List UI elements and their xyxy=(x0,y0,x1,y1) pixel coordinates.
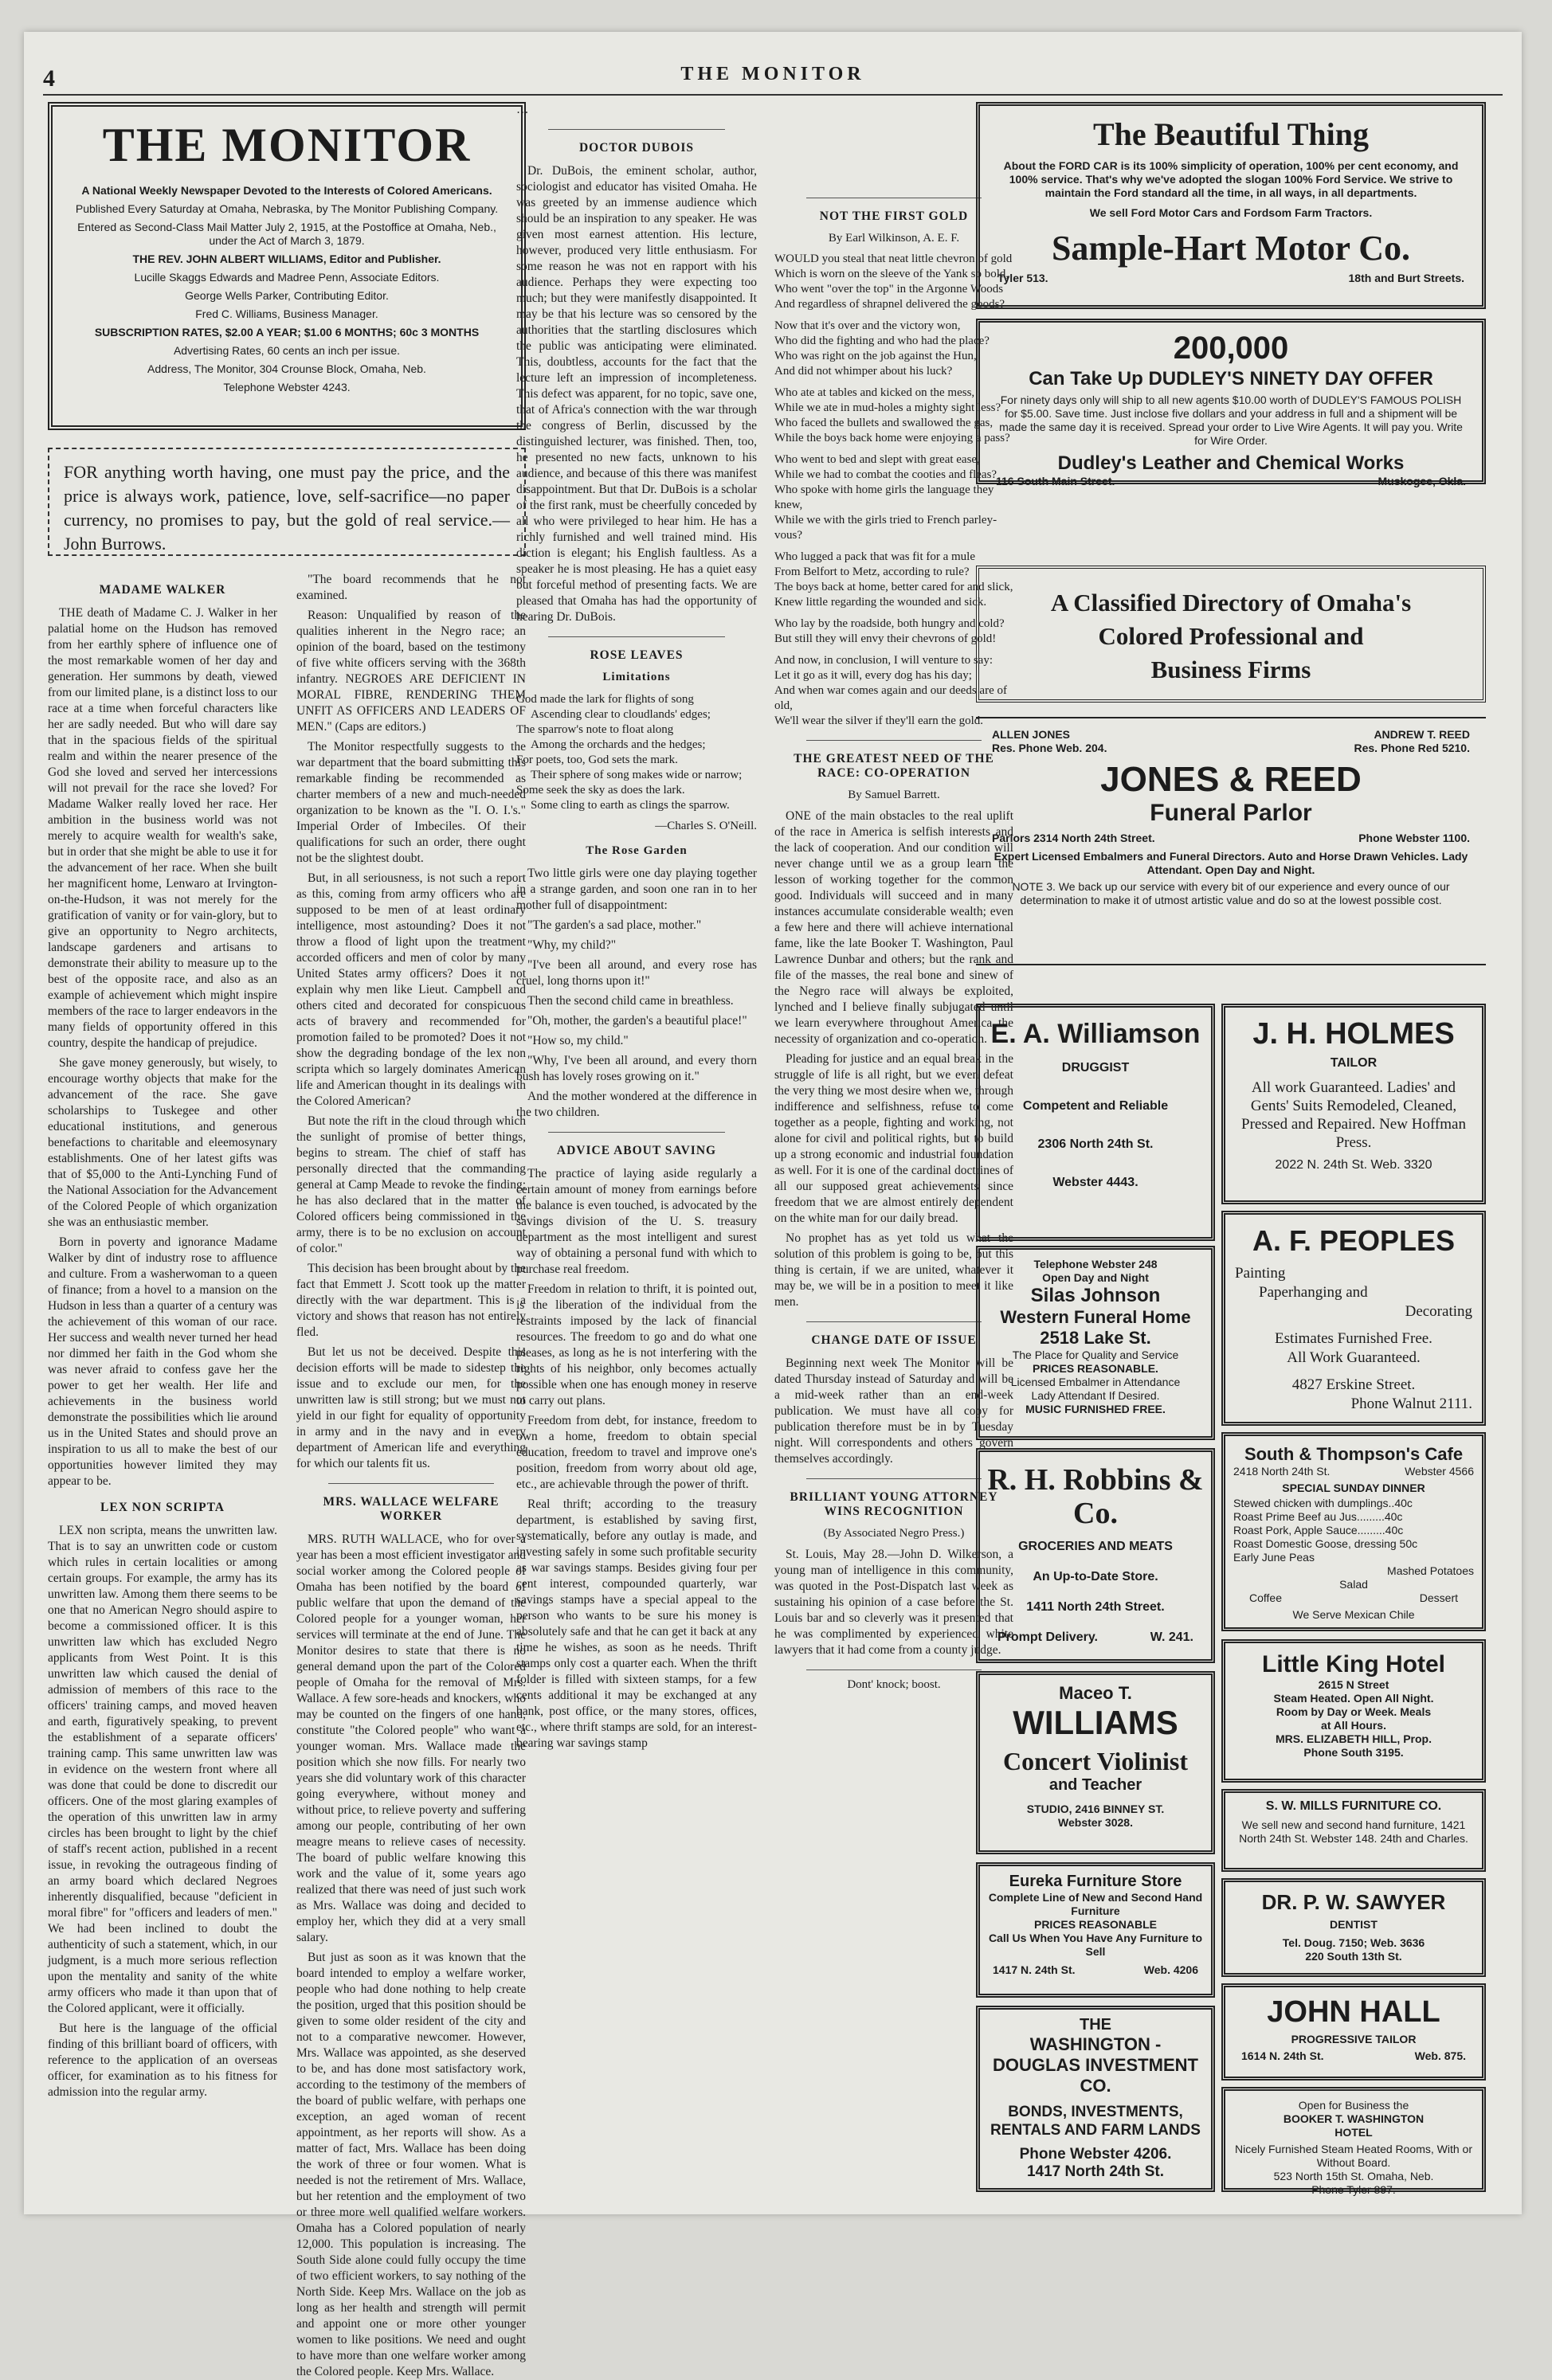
ad-line: Competent and Reliable xyxy=(1022,1099,1169,1113)
poem-line: WOULD you steal that neat little chevron of gold xyxy=(774,252,1013,265)
ad-company-name: JOHN HALL xyxy=(1267,1995,1440,2029)
poem-line: Who lay by the roadside, both hungry and cold? xyxy=(774,617,1005,630)
ad-company-name: R. H. Robbins & Co. xyxy=(987,1463,1204,1530)
ad-line: Paperhanging and xyxy=(1259,1284,1368,1301)
madame-walker-heading: MADAME WALKER xyxy=(99,583,226,597)
editorial-subcolumns xyxy=(48,572,526,2378)
poem-line: Their sphere of song makes wide or narrow; xyxy=(531,769,743,781)
lex-p5: The Monitor respectfully suggests to the war department that the board submitting this remarkable finding be recommended as charter members of a new and much-needed organization to be known as the "I. O. I.'s." Imperial Order of Imbeciles. Of their qualifications for such an order, there ought not be the slightest doubt. xyxy=(296,740,526,865)
ad-line: We Serve Mexican Chile xyxy=(1292,1608,1415,1621)
ad-line: MUSIC FURNISHED FREE. xyxy=(1025,1403,1166,1415)
need-heading: THE GREATEST NEED OF THE RACE: CO-OPERATION xyxy=(794,752,994,780)
ad-address: 1411 North 24th Street. xyxy=(1026,1600,1165,1614)
ad-line: BONDS, INVESTMENTS, RENTALS AND FARM LANDS xyxy=(990,2104,1201,2139)
ad-phone: Telephone Webster 248 xyxy=(1033,1258,1158,1270)
ad-title: Western Funeral Home xyxy=(1000,1307,1191,1327)
lex-p9: But let us not be deceived. Despite this decision efforts will be made to sidestep the issue and to exclude our men, for the unwritten law is still strong; but we must not yield in our fight for equality of opportunity in army and in the navy and in every department of American life and everything for which our talents fit us. xyxy=(296,1345,526,1470)
poem-line: And did not whimper about his luck? xyxy=(774,365,953,378)
dubois-p1: Dr. DuBois, the eminent scholar, author, sociologist and educator has visited Omaha. He was greeted by an immense audience which should be an inspiration to any speaker. He was given most earnest attention. His lecture, however, produced very little enthusiasm. For some reason he was not en rapport with his audience. Perhaps they were expecting too much; but they were manifestly disappointed. It may be that his lecture was so censored by the authorities that the startling disclosures which the public was anticipating were eliminated. This, doubtless, accounts for the fact that the lecture left an impression of incompleteness. This defect was apparent, for no topic, save one, that of Africa's connection with the war through the congress of Berlin, discussed by the distinguished lecturer, was finished. Then, too, he presented no new facts, unknown to his audience, and because of this there was manifest disappointment. But that Dr. DuBois is a scholar of the first rank, must be cheerfully conceded by all who were privileged to hear him. He has a richly furnished and well trained mind. His diction is elegant; his English faultless. As a speaker he is most pleasing. He has a quiet easy but forceful method of presenting facts. We are pleased that Omaha has had the opportunity of hearing Dr. DuBois. xyxy=(516,164,757,624)
ad-prefix: THE xyxy=(1080,2016,1111,2034)
ad-line: PRICES REASONABLE. xyxy=(1033,1362,1158,1375)
saving-p4: Real thrift; according to the treasury department, is established by saving first, systematically, before any outlay is made, and investing safely in some such profitable security as war savings stamps. Besides giving four per cent interest, compounded quarterly, war savings stamps have a special appeal to the person who wants to be sure his money is absolutely safe and that he can get it back at any time he wishes, as soon as he needs. Thrift stamps only cost a quarter each. When the thrift folder is filled with sixteen stamps, for a few cents additional it may be exchanged at any bank, post office, or the many stores, offices, etc., where thrift stamps are sold, for an interest-bearing war savings stamp xyxy=(516,1497,757,1750)
ad-jones-reed xyxy=(976,717,1486,965)
directory-line-3: Business Firms xyxy=(1150,656,1311,683)
ad-address: 18th and Burt Streets. xyxy=(1348,272,1464,284)
poem-line: Among the orchards and the hedges; xyxy=(531,738,706,751)
ad-line: All Work Guaranteed. xyxy=(1287,1349,1421,1366)
masthead-rates: SUBSCRIPTION RATES, $2.00 A YEAR; $1.00 6 MONTHS; 60c 3 MONTHS xyxy=(94,326,480,339)
ad-company-name: South & Thompson's Cafe xyxy=(1244,1444,1464,1464)
poem-line: Who faced the bullets and swallowed the gas, xyxy=(774,417,994,429)
rose-garden-p5: Then the second child came in breathless. xyxy=(527,994,734,1008)
ad-line: Lady Attendant If Desired. xyxy=(1031,1389,1160,1402)
masthead-associates: Lucille Skaggs Edwards and Madree Penn, Associate Editors. xyxy=(134,271,440,284)
attorney-heading: BRILLIANT YOUNG ATTORNEY WINS RECOGNITION xyxy=(790,1490,998,1518)
ad-phone: Webster 3028. xyxy=(1058,1816,1133,1829)
rose-garden-p9: And the mother wondered at the difference in the two children. xyxy=(516,1090,757,1119)
divider xyxy=(548,1132,725,1133)
masthead-contributing: George Wells Parker, Contributing Editor. xyxy=(185,289,389,302)
masthead xyxy=(48,102,526,430)
ad-line: PRICES REASONABLE xyxy=(1033,1918,1158,1931)
ad-address: 2022 N. 24th St. Web. 3320 xyxy=(1275,1158,1432,1172)
poem-line: God made the lark for flights of song xyxy=(516,693,694,706)
ad-company-name: S. W. MILLS FURNITURE CO. xyxy=(1265,1799,1442,1813)
ad-address: 4827 Erskine Street. xyxy=(1291,1376,1416,1393)
page-number: 4 xyxy=(43,65,55,92)
attorney-p1: St. Louis, May 28.—John D. Wilkerson, a young man of intelligence in this community, was quoted in the Post-Dispatch last week as sustaining his opinion of a case before the St. Louis bar and so cleverly was it presented that he was complimented by experienced white lawyers that it had come from a county judge. xyxy=(774,1548,1013,1657)
ad-williamson xyxy=(976,1004,1215,1241)
masthead-telephone: Telephone Webster 4243. xyxy=(223,381,351,393)
ad-line: Open for Business the xyxy=(1298,2099,1409,2112)
poem-line: And now, in conclusion, I will venture to say: xyxy=(774,654,993,667)
poem-line: Now that it's over and the victory won, xyxy=(774,319,961,332)
poem-signature: —Charles S. O'Neill. xyxy=(655,820,757,832)
ad-address: 1614 N. 24th St. xyxy=(1241,2049,1324,2062)
ad-line: SPECIAL SUNDAY DINNER xyxy=(1282,1482,1425,1494)
ad-title: Concert Violinist xyxy=(1003,1747,1188,1775)
ad-line: An Up-to-Date Store. xyxy=(1033,1570,1158,1583)
poem-line: Let it go as it will, every dog has his day; xyxy=(774,669,972,682)
ad-phone: Phone Webster 4206. xyxy=(1019,2146,1172,2163)
ad-body: Expert Licensed Embalmers and Funeral Directors. Auto and Horse Drawn Vehicles. Lady Attendant. Open Day and Night. xyxy=(994,850,1468,876)
ad-company-name: Dudley's Leather and Chemical Works xyxy=(1057,452,1405,474)
ad-line: Open Day and Night xyxy=(1042,1271,1149,1284)
ad-mills-furniture xyxy=(1221,1789,1486,1872)
poem-line: For poets, too, God sets the mark. xyxy=(516,754,678,766)
poem-line: The sparrow's note to float along xyxy=(516,723,674,736)
gold-byline: By Earl Wilkinson, A. E. F. xyxy=(828,232,960,245)
saving-heading: ADVICE ABOUT SAVING xyxy=(556,1144,717,1157)
divider xyxy=(328,1483,494,1484)
ad-address: 2418 North 24th St. xyxy=(1233,1465,1331,1478)
masthead-advertising: Advertising Rates, 60 cents an inch per issue. xyxy=(173,344,401,357)
menu-item: Roast Prime Beef au Jus.........40c xyxy=(1233,1510,1403,1523)
ad-silas-johnson xyxy=(976,1246,1215,1440)
rose-garden-p8: "Why, I've been all around, and every thorn bush has lovely roses growing on it." xyxy=(516,1054,757,1083)
ad-phone: Phone South 3195. xyxy=(1303,1746,1404,1759)
ad-subheadline: Funeral Parlor xyxy=(1150,800,1312,826)
rose-garden-p3: "Why, my child?" xyxy=(527,938,617,952)
poem-line: Who went to bed and slept with great ease, xyxy=(774,453,980,466)
masthead-manager: Fred C. Williams, Business Manager. xyxy=(195,307,378,320)
subcolumn-right xyxy=(296,572,526,2378)
ad-line: Prompt Delivery. xyxy=(997,1630,1098,1644)
lex-p7: But note the rift in the cloud through which the sunlight of promise of better things, begins to stream. The chief of staff has personally directed that the commanding general at Camp Meade to revoke the finding; he has also declared that in the matter of Colored officers being commissioned in the army, there is to be no exclusion on account of color." xyxy=(296,1114,526,1255)
ad-body: For ninety days only will ship to all new agents $10.00 worth of DUDLEY'S FAMOUS POLISH for $5.00. Save time. Just inclose five dollars and your address in full and a shipment will be made the same day it is received. Spread your order to Live Wire Agents. It will pay you. Write for Wire Order. xyxy=(999,393,1463,447)
ad-phone: Tyler 513. xyxy=(997,272,1048,284)
rose-garden-p1: Two little girls were one day playing together in a strange garden, and soon one ran in to her mother full of disappointment: xyxy=(516,867,757,912)
divider xyxy=(548,129,725,130)
ad-headline: The Beautiful Thing xyxy=(1092,116,1370,152)
lex-p3: "The board recommends that he not examined. xyxy=(296,573,526,602)
ad-address: 116 South Main Street. xyxy=(996,475,1115,487)
ad-line: Mashed Potatoes xyxy=(1387,1564,1474,1577)
ad-address: 2615 N Street xyxy=(1318,1678,1389,1691)
menu-item: Roast Pork, Apple Sauce.........40c xyxy=(1233,1524,1404,1536)
ad-address: Parlors 2314 North 24th Street. xyxy=(992,832,1155,844)
header-rule xyxy=(43,94,1503,96)
rose-garden-heading: The Rose Garden xyxy=(586,844,688,857)
divider xyxy=(548,636,725,637)
ad-directory xyxy=(976,566,1486,703)
poem-line: Some cling to earth as clings the sparrow. xyxy=(531,799,730,812)
masthead-editor: THE REV. JOHN ALBERT WILLIAMS, Editor and Publisher. xyxy=(132,252,441,265)
ad-phone: Webster 4566 xyxy=(1405,1465,1474,1478)
running-title: THE MONITOR xyxy=(680,64,865,84)
masthead-tagline: A National Weekly Newspaper Devoted to the Interests of Colored Americans. xyxy=(81,184,492,197)
change-date-heading: CHANGE DATE OF ISSUE xyxy=(811,1333,977,1347)
attorney-byline: (By Associated Negro Press.) xyxy=(823,1527,965,1540)
ad-phone: Webster 4443. xyxy=(1052,1176,1139,1189)
need-byline: By Samuel Barrett. xyxy=(848,789,940,801)
ad-first-name: Maceo T. xyxy=(1059,1683,1132,1703)
madame-walker-p1: THE death of Madame C. J. Walker in her palatial home on the Hudson has removed from her earthly sphere of influence one of the most remarkable women of her day and generation. Her summons by death, viewed from our limited plane, is a distinct loss to our race at a time when forceful characters like her are sadly needed. But who will dare say that in the spacious fields of the spiritual realm and within the nearer presence of the God she loved and served her intercessions will not prevail for the race she loved? For Madame Walker really loved her race. Her ambition in the business world was not merely to acquire wealth for wealth's sake, but in order that she might be able to use it for the advancement of her race. When she built her magnificent home, Lenwaro at Irvington-on-the-Hudson, it was not merely for the gratification of vanity or for vain-glory, but to give an opportunity to Negro architects, landscape gardeners and artisans to demonstrate their ability to measure up to the best of the opposite race, and also as an example of achievement which might inspire members of the race to larger endeavors in the many fields of opportunity offered in this country, despite the handicap of prejudice. xyxy=(48,606,277,1050)
ad-company-name: Little King Hotel xyxy=(1262,1651,1445,1677)
ad-line: Room by Day or Week. Meals xyxy=(1276,1705,1432,1718)
rose-garden-p4: "I've been all around, and every rose has cruel, long thorns upon it!" xyxy=(516,958,757,988)
ad-company-name: DR. P. W. SAWYER xyxy=(1261,1890,1446,1914)
poem-line: Who ate at tables and kicked on the mess, xyxy=(774,386,975,399)
wallace-heading: MRS. WALLACE WELFARE WORKER xyxy=(323,1495,500,1523)
poem-line: Who went "over the top" in the Argonne Woods xyxy=(774,283,1004,296)
ad-line: Call Us When You Have Any Furniture to Sell xyxy=(988,1932,1203,1958)
ad-dudley xyxy=(976,319,1486,487)
rose-garden-p2: "The garden's a sad place, mother." xyxy=(527,918,702,932)
ad-phone: Web. 875. xyxy=(1414,2049,1466,2062)
ad-line: We sell Ford Motor Cars and Fordsom Farm Tractors. xyxy=(1089,206,1373,219)
poem-line: Knew little regarding the wounded and sick. xyxy=(774,596,987,609)
column-ads xyxy=(976,102,1486,2196)
divider xyxy=(806,1478,982,1479)
poem-line: Which is worn on the sleeve of the Yank so bold, xyxy=(774,268,1009,280)
ad-address: 523 North 15th St. Omaha, Neb. xyxy=(1273,2170,1434,2182)
directory-line-1: A Classified Directory of Omaha's xyxy=(1050,589,1412,617)
ad-company-name: A. F. PEOPLES xyxy=(1252,1224,1456,1257)
ad-line: Estimates Furnished Free. xyxy=(1275,1330,1432,1347)
subcolumn-left xyxy=(48,572,277,2174)
masthead-published: Published Every Saturday at Omaha, Nebraska, by The Monitor Publishing Company. xyxy=(75,202,499,215)
ad-address: 1417 N. 24th St. xyxy=(993,1963,1076,1976)
limitations-heading: Limitations xyxy=(602,671,671,683)
poem-line: Who lugged a pack that was fit for a mule xyxy=(774,550,975,563)
ad-address: STUDIO, 2416 BINNEY ST. xyxy=(1026,1803,1165,1815)
masthead-title: THE MONITOR xyxy=(102,119,472,171)
rose-leaves-heading: ROSE LEAVES xyxy=(590,648,684,662)
change-date-p1: Beginning next week The Monitor will be dated Thursday instead of Saturday and will be a mid-week rather than an end-week publication. We must have all copy for publication therefore must be in by Tuesday night. Will correspondents and others govern themselves accordingly. xyxy=(774,1356,1013,1466)
ad-company-name: BOOKER T. WASHINGTON xyxy=(1283,2112,1425,2125)
lex-heading: LEX NON SCRIPTA xyxy=(100,1501,225,1514)
ad-title: DENTIST xyxy=(1330,1918,1378,1931)
need-p2: Pleading for justice and an equal break in the struggle of life is all right, but we even defeat the very thing we most desire when we, through indifference and selfishness, refuse to come together as a people, fighting and working, not alone for civil and political rights, but to build up a strong economic and industrial foundation as well. For it is one of the cardinal doctrines of all our supposed great achievements since freedom that we are almost entirely dependent on the white man for our daily bread. xyxy=(774,1052,1013,1225)
ad-line: MRS. ELIZABETH HILL, Prop. xyxy=(1276,1732,1432,1745)
dubois-heading: DOCTOR DUBOIS xyxy=(578,141,695,155)
limitations-poem xyxy=(516,692,757,813)
ad-title: TAILOR xyxy=(1330,1056,1378,1070)
ad-line: Nicely Furnished Steam Heated Rooms, With or Without Board. xyxy=(1235,2143,1472,2169)
ad-line: Dessert xyxy=(1419,1591,1458,1604)
ad-title: GROCERIES AND MEATS xyxy=(1018,1540,1173,1553)
lex-p4: Reason: Unqualified by reason of the qualities inherent in the Negro race; an opinion of the board, based on the testimony of five white officers serving with the 368th infantry. NEGROES ARE DEFICIENT IN MORAL FIBRE, RENDERING THEM UNFIT AS OFFICERS AND LEADERS OF MEN." (Caps are editors.) xyxy=(296,609,526,734)
wallace-p2-cont: … xyxy=(516,103,529,116)
divider xyxy=(806,1321,982,1322)
poem-line: We'll wear the silver if they'll earn the gold. xyxy=(774,714,984,727)
ad-booker-hotel xyxy=(1221,2087,1486,2196)
ad-headline: 200,000 xyxy=(1173,331,1289,366)
ad-body: About the FORD CAR is its 100% simplicity of operation, 100% per cent economy, and 100% service. That's why we've adopted the slogan 100% Ford Service. We strive to maintain the Ford standard all the time, in all ways, in all departments. xyxy=(1003,159,1459,199)
ad-sawyer xyxy=(1221,1878,1486,1977)
ad-line: Painting xyxy=(1235,1265,1286,1282)
ad-phone: Phone Walnut 2111. xyxy=(1350,1396,1472,1412)
directory-line-2: Colored Professional and xyxy=(1098,622,1364,650)
need-p1: ONE of the main obstacles to the real uplift of the race in America is selfish interests and the lack of cooperation. And our condition will never change until we as a group learn the lesson of working together for the common good. Individuals will succeed and in many instances accumulate considerable wealth; even a few here and there will achieve international fame, like the late Booker T. Washington, Paul Lawrence Dunbar and others; but the rank and file of the masses, the real bone and sinew of the Negro race will always be exploited, lynched and I believe finally subjugated until we learn everywhere throughout America the necessity of organization and co-operation. xyxy=(774,809,1013,1046)
saving-p1: The practice of laying aside regularly a certain amount of money from earnings before the balance is even touched, is advocated by the savings division of the U. S. treasury department as the most intelligent and surest way of obtaining a personal fund with which to purchase real freedom. xyxy=(516,1167,757,1276)
ad-sample-hart xyxy=(976,102,1486,309)
ad-holmes xyxy=(1221,1004,1486,1204)
masthead-entered: Entered as Second-Class Mail Matter July 2, 1915, at the Postoffice at Omaha, Neb., under the Act of March 3, 1879. xyxy=(77,221,496,247)
quote-box: FOR anything worth having, one must pay the price, and the price is always work, patience, love, self-sacrifice—no paper currency, no promises to pay, but the gold of real service.—John Burrows. xyxy=(48,448,526,556)
ad-line: Early June Peas xyxy=(1233,1551,1315,1564)
poem-line: And regardless of shrapnel delivered the goods? xyxy=(774,298,1005,311)
ad-phone: Tel. Doug. 7150; Web. 3636 xyxy=(1282,1936,1425,1949)
ad-line: at All Hours. xyxy=(1321,1719,1386,1732)
wallace-p2: But just as soon as it was known that the board intended to employ a welfare worker, people who had done nothing to help create the position, urged that this position should be given to some older resident of the city and not to a comparative newcomer. However, Mrs. Wallace was appointed, as she deserved to be, and has done most satisfactory work, according to the testimony of the members of the board of public welfare, with perhaps one exception, an aged woman of recent appointment, as her reports will show. As a matter of fact, Mrs. Wallace has been doing the work of three or four women. What is needed is not the retirement of Mrs. Wallace, but her retention and the employment of two or three more well qualified welfare workers. Omaha has a Colored population of nearly 12,000. This population is increasing. The South Side alone could fully occupy the time of two efficient workers, to say nothing of the North Side. Keep Mrs. Wallace on the job as long as her health and strength will permit and appoint one or more other younger women to like positions. We need and ought to have more than one welfare worker among the Colored people. Keep Mrs. Wallace. xyxy=(296,1951,526,2378)
need-p3: No prophet has as yet told us what the solution of this problem is going to be, but this thing is certain, if we are united, whatever it may be, we will be in a position to meet it like men. xyxy=(774,1231,1013,1309)
ad-phone: W. 241. xyxy=(1150,1630,1193,1644)
ad-company-name: Silas Johnson xyxy=(1030,1285,1161,1306)
wallace-p1: MRS. RUTH WALLACE, who for over a year has been a most efficient investigator and social worker among the Colored people of Omaha has been notified by the board of public welfare that upon the demand of the Colored people for a younger woman, her services will terminate at the end of June. The Monitor desires to state that there is no general demand upon the part of the Colored people of Omaha for the removal of Mrs. Wallace. A few sore-heads and knockers, who may be counted on the fingers of one hand, constitute "the Colored people" who want a younger woman. Mrs. Wallace made the position which she now fills. For nearly two years she did voluntary work of this character going everywhere, without money and without price, to relieve poverty and suffering among our people, contributing of her own meagre means to relieve cases of necessity. The board of public welfare knowing this work and the value of it, some years ago realized that there was need of just such work as Mrs. Wallace was doing and decided to employ her, which they did at a very small salary. xyxy=(296,1533,526,1944)
menu-item: Roast Domestic Goose, dressing 50c xyxy=(1233,1537,1418,1550)
ad-line: Coffee xyxy=(1249,1591,1282,1604)
ad-right-phone: Res. Phone Red 5210. xyxy=(1354,742,1470,754)
poem-line: While we ate in mud-holes a mighty sight less? xyxy=(774,401,1001,414)
poem-line: Some seek the sky as does the lark. xyxy=(516,784,685,797)
ad-subheadline: Can Take Up DUDLEY'S NINETY DAY OFFER xyxy=(1029,368,1433,389)
ad-line: Decorating xyxy=(1405,1303,1472,1320)
ad-company-name: JONES & REED xyxy=(1100,760,1362,799)
column-editorial xyxy=(48,102,526,2378)
poem-line: The boys back at home, better cared for and slick, xyxy=(774,581,1013,593)
poem-line: While we had to combat the cooties and fleas? xyxy=(774,468,997,481)
ad-peoples xyxy=(1221,1211,1486,1426)
ad-john-hall xyxy=(1221,1983,1486,2081)
saving-p3: Freedom from debt, for instance, freedom to own a home, freedom to obtain special education, freedom to travel and improve one's position, freedom from worry about old age, etc., are achievable through the power of thrift. xyxy=(516,1414,757,1491)
ad-right-name: ANDREW T. REED xyxy=(1374,728,1470,741)
ad-company-name: E. A. Williamson xyxy=(990,1019,1201,1049)
ad-left-name: ALLEN JONES xyxy=(992,728,1071,741)
ad-phone: Web. 4206 xyxy=(1143,1963,1198,1976)
ad-line: Complete Line of New and Second Hand Furniture xyxy=(988,1891,1203,1917)
poem-line: While the boys back home were enjoying a pass? xyxy=(774,432,1010,444)
ad-phone: Phone Webster 1100. xyxy=(1358,832,1470,844)
poem-line: And when war comes again and our deeds are of old, xyxy=(774,684,1007,712)
rose-garden-p7: "How so, my child." xyxy=(527,1034,629,1047)
ad-address: 1417 North 24th St. xyxy=(1026,2163,1165,2180)
poem-line: But still they will envy their chevrons of gold! xyxy=(774,632,997,645)
madame-walker-p2: She gave money generously, but wisely, to encourage worthy objects that make for the advancement of the race. She gave scholarships to Tuskegee and other educational institutions, and generous benefactions to charitable and eleemosynary establishments. One of her latest gifts was that of $5,000 to the Anti-Lynching Fund of the National Association for the Advancement of the Colored People of which organization she was an enthusiastic member. xyxy=(48,1056,277,1229)
lex-p1: LEX non scripta, means the unwritten law. That is to say an unwritten code or custom which rules in certain localities or among certain groups. For example, the army has its unwritten law. Among them there seems to be one that no American Negro should aspire to become a commissioned officer. It is this unwritten law which has excluded Negro applicants from West Point. It is this unwritten law which caused the denial of admission of members of this race to the officers' training camps, and moved heaven and earth, figuratively speaking, to prevent the establishment of a separate officers' training camp. This same unwritten law was in evidence on the western front where all was done that could be done to discredit our officers. One of the most glaring examples of the operation of this unwritten law in army circles has been brought to light by the chief of staff's recent action, published in a recent issue, in revoking the outrageous finding of an army board which declared Negroes inherently disqualified, because "deficient in moral fibre" for "officers and leaders of men." We had been inclined to doubt the authenticity of such a statement, which, in our judgment, is a much more serious reflection upon the mentality and sanity of the white army officers who made it than upon that of the Colored applicant, were it officially. xyxy=(48,1524,277,2015)
divider xyxy=(806,740,982,741)
madame-walker-p3: Born in poverty and ignorance Madame Walker by dint of industry rose to affluence and culture. From a washerwoman to a queen of finance; from a hovel to a mansion on the Hudson in less than a quarter of a century was the achievement of this woman of our race. Her success and wealth never turned her head nor dimmed her faith in the God whom she was never afraid to confess gave her the power to get her wealth. Her life and achievements in the business world demonstrate the possibilities which lie around us in the United States and should prove an inspiration to us all to make the best of our opportunities however limited they may appear to be. xyxy=(48,1235,277,1488)
ad-eureka xyxy=(976,1862,1215,1998)
menu-item: Stewed chicken with dumplings..40c xyxy=(1233,1497,1413,1509)
poem-line: Who was right on the job against the Hun, xyxy=(774,350,977,362)
ad-address: 2518 Lake St. xyxy=(1040,1328,1151,1348)
newspaper-page xyxy=(24,32,1522,2378)
column-two xyxy=(516,102,757,2174)
lex-p6: But, in all seriousness, is not such a report as this, coming from army officers who are supposed to be men of at least ordinary intelligence, most astounding? Does it not throw a flood of light upon the treatment accorded officers and men of color by many United States army officers? Does it not explain why men like Lieut. Campbell and others cited and decorated for conspicuous acts of bravery and recommended for promotion failed to be promoted? Does it not show the degrading bondage of the lex non scripta which so largely dominates American life and American thought in its dealings with the Colored American? xyxy=(296,871,526,1108)
ad-body: All work Guaranteed. Ladies' and Gents' Suits Remodeled, Cleaned, Pressed and Repaired. New Hoffman Press. xyxy=(1241,1079,1466,1151)
ad-line: The Place for Quality and Service xyxy=(1012,1349,1179,1361)
lex-p2: But here is the language of the official finding of this brilliant board of officers, with reference to the application of an overseas officer, for examination as to his fitness for admission into the regular army. xyxy=(48,2022,277,2099)
ad-little-king-hotel xyxy=(1221,1639,1486,1783)
ad-city: Muskogee, Okla. xyxy=(1378,475,1466,487)
rose-garden-p6: "Oh, mother, the garden's a beautiful place!" xyxy=(527,1014,747,1028)
ad-title: PROGRESSIVE TAILOR xyxy=(1291,2033,1417,2045)
ad-company-name: Sample-Hart Motor Co. xyxy=(1051,229,1411,268)
lex-p8: This decision has been brought about by the fact that Emmett J. Scott took up the matter directly with the war department. This is a victory and shows that reason has not entirely fled. xyxy=(296,1262,526,1339)
ad-address: 220 South 13th St. xyxy=(1305,1950,1402,1963)
ad-line: Salad xyxy=(1339,1578,1368,1591)
ad-company-name: Eureka Furniture Store xyxy=(1009,1873,1182,1890)
ad-phone: Phone Tyler 897. xyxy=(1311,2183,1396,2196)
ad-line: Licensed Embalmer in Attendance xyxy=(1010,1376,1181,1388)
poem-line: Ascending clear to cloudlands' edges; xyxy=(531,708,711,721)
ad-title: DRUGGIST xyxy=(1061,1061,1130,1075)
poem-line: Who did the fighting and who had the place? xyxy=(774,335,990,347)
poem-line: While we with the girls tried to French parley-vous? xyxy=(774,514,997,542)
ad-left-phone: Res. Phone Web. 204. xyxy=(992,742,1107,754)
ad-title: HOTEL xyxy=(1334,2126,1373,2139)
ad-thompson-cafe xyxy=(1221,1432,1486,1631)
ad-company-name: J. H. HOLMES xyxy=(1252,1017,1455,1051)
ad-maceo-williams xyxy=(976,1671,1215,1854)
poem-line: Who spoke with home girls the language they knew, xyxy=(774,483,994,511)
ad-robbins xyxy=(976,1448,1215,1663)
masthead-address: Address, The Monitor, 304 Crounse Block, Omaha, Neb. xyxy=(147,362,426,375)
ad-company-name: WILLIAMS xyxy=(1013,1704,1178,1741)
ad-company-name: WASHINGTON - DOUGLAS INVESTMENT CO. xyxy=(993,2034,1198,2096)
saving-p2: Freedom in relation to thrift, it is pointed out, is the liberation of the individual from the restraints imposed by the lack of financial resources. The freedom to go and do what one pleases, as long as he is not interfering with the rights of his neighbor, only becomes actually possible when one has enough money in reserve to carry out plans. xyxy=(516,1282,757,1407)
poem-line: From Belfort to Metz, according to rule? xyxy=(774,566,970,578)
closing-line: Dont' knock; boost. xyxy=(847,1678,941,1691)
gold-heading: NOT THE FIRST GOLD xyxy=(819,209,969,223)
ad-note: NOTE 3. We back up our service with every bit of our experience and every ounce of our determination to make it of utmost artistic value and do so at the lowest possible cost. xyxy=(1012,880,1450,906)
ad-body: We sell new and second hand furniture, 1421 North 24th St. Webster 148. 24th and Charles. xyxy=(1239,1818,1468,1845)
ad-address: 2306 North 24th St. xyxy=(1037,1137,1154,1151)
ad-line: Steam Heated. Open All Night. xyxy=(1273,1692,1434,1705)
ad-washington-douglas xyxy=(976,2006,1215,2192)
ad-subtitle: and Teacher xyxy=(1048,1776,1142,1794)
